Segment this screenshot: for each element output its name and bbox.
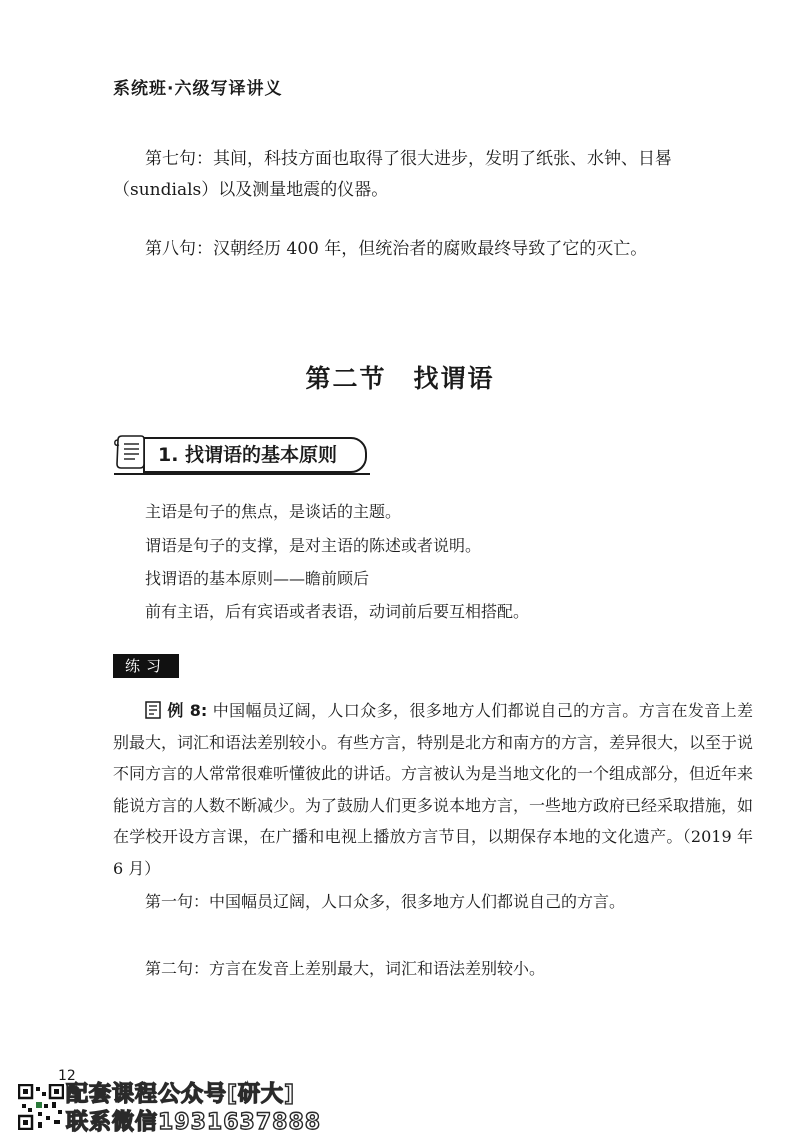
rule-line-3: 找谓语的基本原则——瞻前顾后 xyxy=(145,569,370,588)
rule-line-4: 前有主语，后有宾语或者表语，动词前后要互相搭配。 xyxy=(145,602,530,621)
example-text: 中国幅员辽阔，人口众多，很多地方人们都说自己的方言。方言在发音上差别最大，词汇和语法差别较小。有些方言，特别是北方和南方的方言，差异很大，以至于说不同方言的人常常很难听懂彼此的讲话。方言被认为是当地文化的一个组成部分，但近年来能说方言的人数不断减少。为了鼓励人们更多说本地方言，一些地方政府已经采取措施，如在学校开设方言课，在广播和电视上播放方言节目，以期保存本地的文化遗产。（2019 年 6 月） xyxy=(113,701,754,878)
subsection-heading: 1. 找谓语的基本原则 xyxy=(158,444,338,466)
example-paragraph xyxy=(113,695,753,884)
page-number: 12 xyxy=(58,1068,76,1084)
exercise-sentence-1: 第一句：中国幅员辽阔，人口众多，很多地方人们都说自己的方言。 xyxy=(145,892,626,911)
sentence-eight: 第八句：汉朝经历 400 年，但统治者的腐败最终导致了它的灭亡。 xyxy=(145,239,648,259)
sentence-seven: 第七句：其间，科技方面也取得了很大进步，发明了纸张、水钟、日晷（sundials）以及测量地震的仪器。 xyxy=(113,149,672,200)
watermark-line-1: 配套课程公众号[研大] xyxy=(66,1082,296,1107)
scroll-icon xyxy=(113,434,147,470)
section-title: 第二节 找谓语 xyxy=(305,364,495,393)
example-label: 例 8: xyxy=(167,701,208,720)
watermark-line-2: 联系微信1931637888 xyxy=(66,1110,322,1135)
qr-code xyxy=(18,1084,64,1130)
rule-line-2: 谓语是句子的支撑，是对主语的陈述或者说明。 xyxy=(145,536,482,555)
exercise-label: 练习 xyxy=(113,654,179,678)
heading-underline xyxy=(114,473,370,475)
exercise-sentence-2: 第二句：方言在发音上差别最大，词汇和语法差别较小。 xyxy=(145,959,546,978)
running-header: 系统班·六级写译讲义 xyxy=(113,79,283,99)
rule-line-1: 主语是句子的焦点，是谈话的主题。 xyxy=(145,502,402,521)
book-icon xyxy=(145,701,161,719)
